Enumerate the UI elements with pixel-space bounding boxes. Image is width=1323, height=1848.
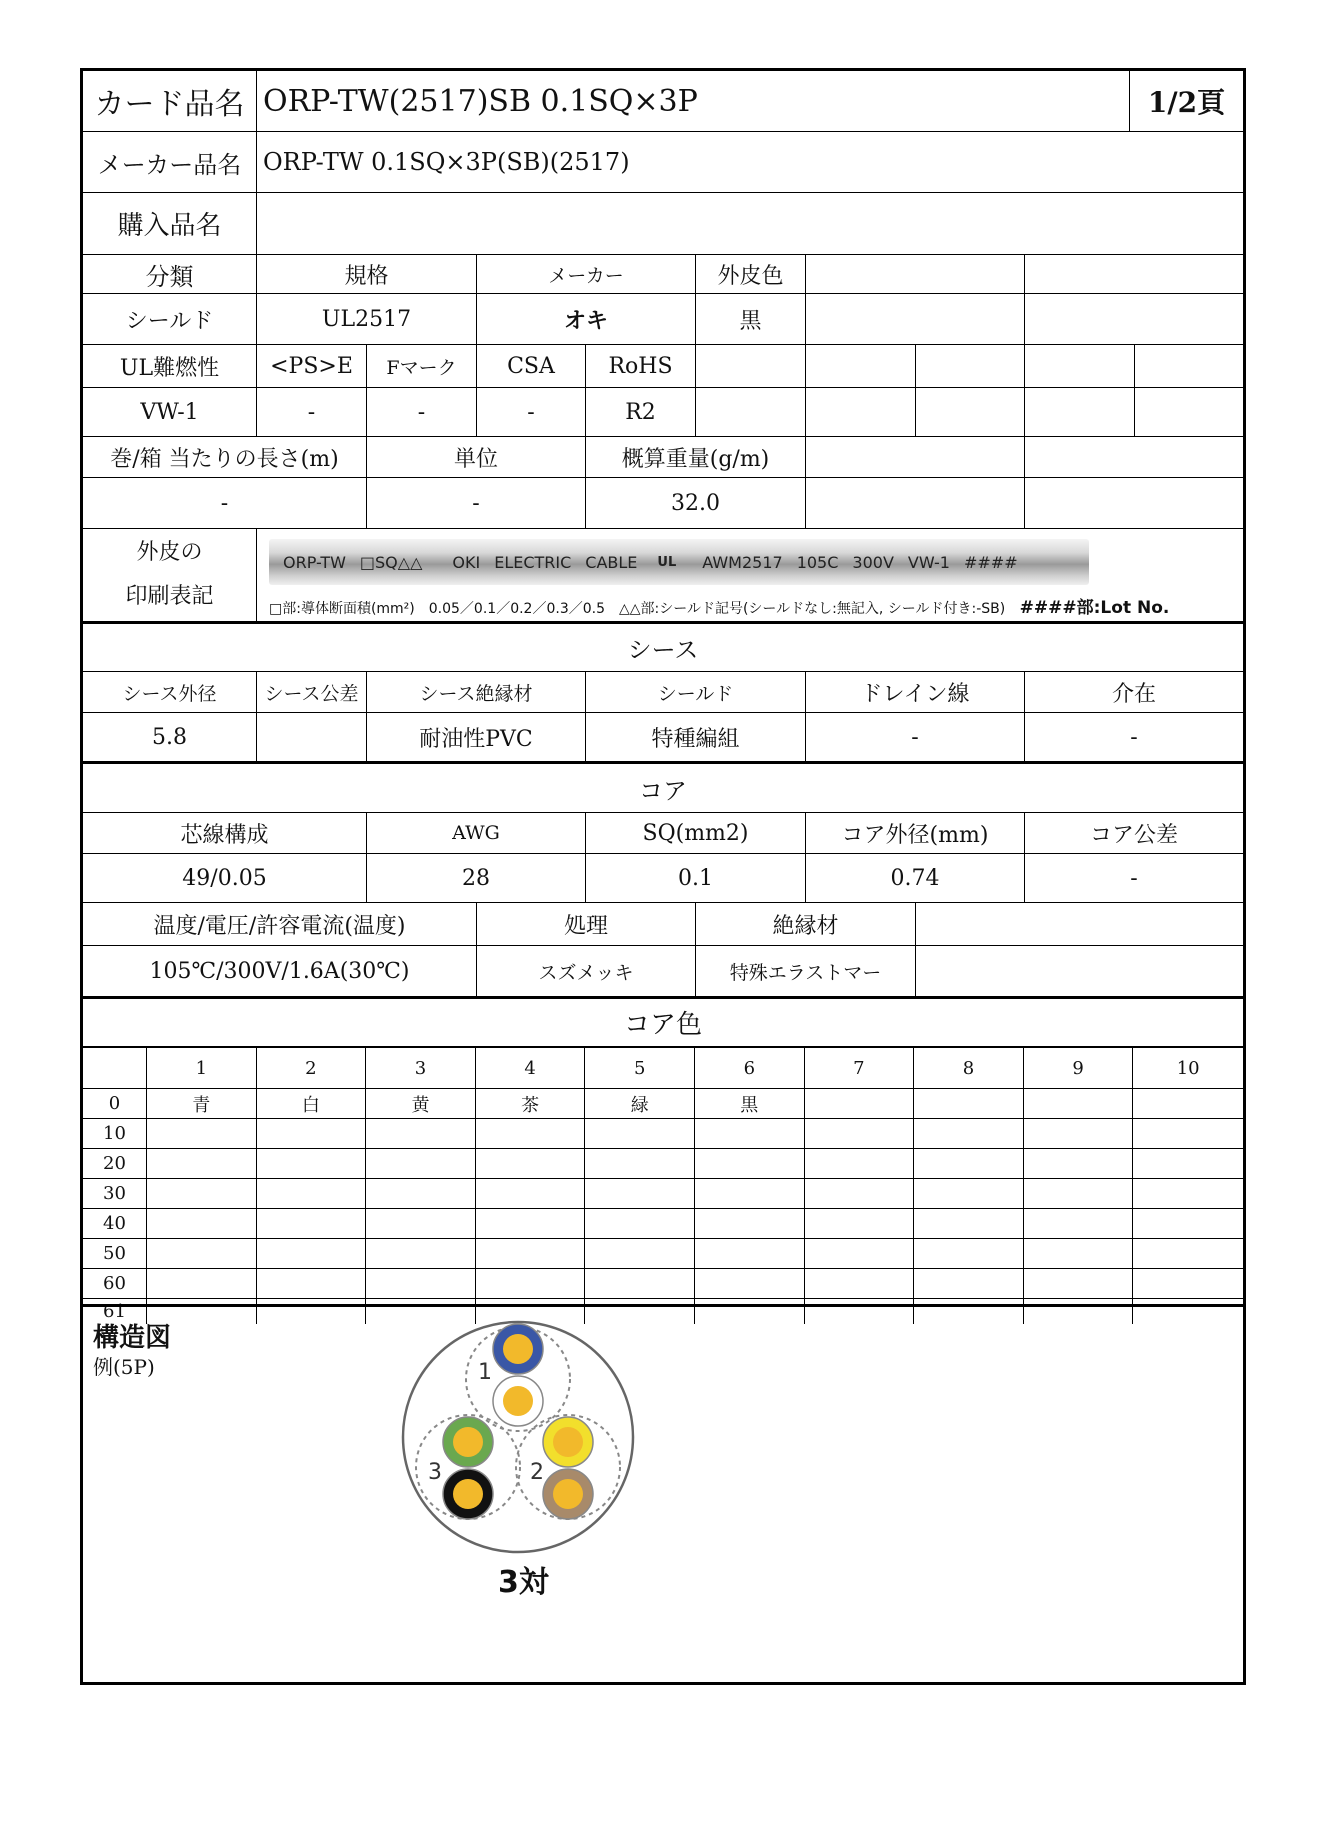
core-color-cell	[695, 1149, 805, 1178]
core-color-cell	[1024, 1269, 1134, 1298]
core-value-row	[83, 854, 1243, 902]
pair-number-1: 1	[478, 1360, 492, 1385]
core-color-col-header: 2	[257, 1048, 367, 1088]
length-value: -	[83, 478, 367, 528]
core-color-cell	[914, 1239, 1024, 1268]
core-v-4: -	[1130, 865, 1138, 891]
core-h-2: SQ(mm2)	[586, 813, 806, 853]
sheath-h-5: 介在	[1111, 681, 1156, 707]
core-color-cell	[257, 1179, 367, 1208]
core-color-cell	[366, 1239, 476, 1268]
core-color-col-header: 6	[695, 1048, 805, 1088]
core-h-3: コア外径(mm)	[806, 813, 1025, 853]
core-color-cell	[914, 1269, 1024, 1298]
wire-yellow-conductor	[553, 1427, 583, 1457]
band-text: 300V	[852, 552, 894, 572]
page-number: 1/2頁	[1147, 86, 1226, 119]
core-color-cell	[805, 1119, 915, 1148]
purchase-name-value	[257, 193, 1243, 254]
sheath-h-2: シース絶縁材	[367, 672, 586, 712]
band-text: 105C	[796, 552, 839, 572]
core-color-cell	[585, 1119, 695, 1148]
core-color-cell	[585, 1149, 695, 1178]
core-color-cell	[1133, 1209, 1243, 1238]
unit-value: -	[367, 478, 586, 528]
core-color-cell	[476, 1239, 586, 1268]
unit-header: 単位	[367, 437, 586, 477]
wire-green-conductor	[453, 1427, 483, 1457]
core-h-4: コア公差	[1089, 822, 1178, 848]
core-color-cell	[1024, 1089, 1134, 1118]
core-color-cell	[257, 1119, 367, 1148]
structure-title: 構造図	[93, 1323, 172, 1353]
empty-cell	[916, 345, 1025, 387]
empty-cell	[806, 478, 1025, 528]
core-color-cell	[1133, 1269, 1243, 1298]
card-name-value: ORP-TW(2517)SB 0.1SQ×3P	[257, 71, 1130, 131]
core-color-cell	[366, 1149, 476, 1178]
core-color-cell	[257, 1209, 367, 1238]
core-color-cell	[147, 1209, 257, 1238]
core-color-cell	[1024, 1209, 1134, 1238]
core-color-cell	[476, 1179, 586, 1208]
core-color-cell	[914, 1119, 1024, 1148]
core-color-cell	[695, 1179, 805, 1208]
core-color-title-row	[83, 999, 1243, 1046]
core-color-cell: 黄	[366, 1089, 476, 1118]
core-v-1: 28	[367, 854, 586, 902]
sheath-v-4: -	[806, 713, 1025, 761]
core-color-cell	[1133, 1089, 1243, 1118]
core-color-row	[83, 1119, 1243, 1148]
core-color-row-label: 61	[83, 1299, 147, 1324]
sheath-v-1	[257, 713, 367, 761]
core-color-row	[83, 1179, 1243, 1208]
core-color-cell	[805, 1239, 915, 1268]
core-color-cell	[257, 1239, 367, 1268]
core-color-cell	[1133, 1119, 1243, 1148]
core-color-cell	[914, 1149, 1024, 1178]
wire-black-conductor	[453, 1479, 483, 1509]
card-name-row	[83, 71, 1243, 131]
core-color-cell	[805, 1269, 915, 1298]
empty-cell	[696, 388, 806, 436]
core-color-cell	[805, 1149, 915, 1178]
core-color-cell: 茶	[476, 1089, 586, 1118]
core-color-header-row	[83, 1048, 1243, 1088]
core-color-title: コア色	[623, 1010, 702, 1040]
core-color-cell	[476, 1209, 586, 1238]
core-color-cell	[476, 1149, 586, 1178]
core-color-cell	[147, 1239, 257, 1268]
maker-name-value: ORP-TW 0.1SQ×3P(SB)(2517)	[263, 148, 630, 176]
core-color-cell	[1133, 1179, 1243, 1208]
structure-subtitle: 例(5P)	[93, 1355, 155, 1379]
length-header: 巻/箱 当たりの長さ(m)	[83, 437, 367, 477]
maker-name-label: メーカー品名	[83, 132, 257, 192]
sheath-h-1: シース公差	[257, 672, 367, 712]
bunrui-header: 分類	[83, 255, 257, 293]
band-text: ####	[963, 552, 1018, 572]
core-color-cell	[914, 1179, 1024, 1208]
core-color-col-header: 7	[805, 1048, 915, 1088]
core-color-grid	[83, 1048, 1243, 1322]
core-color-cell	[695, 1239, 805, 1268]
core-color-cell	[585, 1209, 695, 1238]
sheath-value-row	[83, 713, 1243, 761]
structure-caption: 3対	[498, 1565, 549, 1600]
core-color-cell	[585, 1269, 695, 1298]
empty-cell	[696, 345, 806, 387]
core-color-row-label: 30	[83, 1179, 147, 1208]
core-color-cell	[147, 1179, 257, 1208]
ul-value-3: -	[477, 388, 586, 436]
core-color-cell	[914, 1089, 1024, 1118]
core-color-row	[83, 1239, 1243, 1268]
kikaku-header: 規格	[257, 255, 477, 293]
core-v-3: 0.74	[806, 854, 1025, 902]
core-color-cell	[1024, 1179, 1134, 1208]
ul-header-3: CSA	[477, 345, 586, 387]
empty-cell	[1025, 345, 1135, 387]
core-color-cell: 青	[147, 1089, 257, 1118]
empty-cell	[806, 388, 916, 436]
ul-value-1: -	[257, 388, 367, 436]
core-color-row-label: 0	[83, 1089, 147, 1118]
temp-value-row	[83, 946, 1243, 996]
band-text: VW-1	[907, 552, 950, 572]
core-color-cell	[366, 1209, 476, 1238]
printing-row	[83, 529, 1243, 621]
core-color-col-header: 5	[585, 1048, 695, 1088]
printing-note-text: □部:導体断面積(mm²) 0.05／0.1／0.2／0.3／0.5 △△部:シールド記号(シールドなし:無記入, シールド付き:-SB)	[269, 601, 1006, 617]
core-header-row	[83, 813, 1243, 853]
core-color-cell	[914, 1209, 1024, 1238]
sheath-h-4: ドレイン線	[806, 672, 1025, 712]
empty-cell	[806, 255, 1025, 293]
band-text: OKI	[452, 552, 481, 572]
sheath-h-0: シース外径	[83, 672, 257, 712]
sheath-section-title	[83, 624, 1243, 671]
temp-value: 105℃/300V/1.6A(30℃)	[83, 946, 477, 996]
core-color-cell	[1133, 1239, 1243, 1268]
empty-cell	[1135, 345, 1243, 387]
band-text: □SQ△△	[359, 552, 423, 572]
printing-note	[269, 593, 1169, 618]
sheath-v-0: 5.8	[83, 713, 257, 761]
wire-brown-conductor	[553, 1479, 583, 1509]
sheath-v-5: -	[1130, 724, 1138, 750]
core-color-corner	[83, 1048, 147, 1088]
empty-cell	[1025, 437, 1243, 477]
ul-header-4: RoHS	[586, 345, 696, 387]
purchase-name-row	[83, 193, 1243, 254]
core-color-cell	[147, 1269, 257, 1298]
ul-value-0: VW-1	[83, 388, 257, 436]
ul-value-2: -	[367, 388, 477, 436]
empty-cell	[806, 345, 916, 387]
core-color-cell	[257, 1269, 367, 1298]
sheath-title: シース	[627, 636, 699, 664]
empty-cell	[1025, 478, 1243, 528]
core-color-cell	[1133, 1149, 1243, 1178]
core-color-cell	[1024, 1119, 1134, 1148]
core-section-title	[83, 764, 1243, 812]
printing-lot: ####部:Lot No.	[1019, 598, 1170, 618]
core-color-cell	[476, 1119, 586, 1148]
printed-band	[269, 539, 1089, 585]
wire-blue-conductor	[503, 1334, 533, 1364]
empty-cell	[1025, 294, 1243, 344]
core-color-cell	[366, 1179, 476, 1208]
core-color-cell	[1024, 1239, 1134, 1268]
weight-header: 概算重量(g/m)	[586, 437, 806, 477]
core-color-cell	[805, 1179, 915, 1208]
treat-value: スズメッキ	[477, 946, 696, 996]
ul-value-4: R2	[586, 388, 696, 436]
empty-cell	[1025, 388, 1135, 436]
wire-white-conductor	[503, 1386, 533, 1416]
kikaku-value: UL2517	[257, 294, 477, 344]
core-color-col-header: 8	[914, 1048, 1024, 1088]
core-color-cell: 白	[257, 1089, 367, 1118]
core-color-cell	[476, 1269, 586, 1298]
empty-cell	[806, 294, 1025, 344]
core-color-row-label: 40	[83, 1209, 147, 1238]
purchase-name-label: 購入品名	[83, 193, 257, 254]
empty-cell	[916, 388, 1025, 436]
core-color-cell	[695, 1209, 805, 1238]
classification-header	[83, 255, 1243, 293]
core-color-row-label: 10	[83, 1119, 147, 1148]
sheath-v-2: 耐油性PVC	[367, 713, 586, 761]
core-title: コア	[639, 776, 687, 805]
pair-number-2: 2	[530, 1460, 544, 1485]
core-color-row-label: 20	[83, 1149, 147, 1178]
core-color-cell: 黒	[695, 1089, 805, 1118]
empty-cell	[1135, 388, 1243, 436]
treat-header: 処理	[477, 903, 696, 945]
sheath-v-3: 特種編組	[586, 713, 806, 761]
band-text: ELECTRIC	[494, 552, 572, 572]
temp-header-row	[83, 903, 1243, 945]
maker-name-row	[83, 132, 1243, 192]
bunrui-value: シールド	[83, 294, 257, 344]
core-color-cell	[147, 1119, 257, 1148]
cable-spec-sheet	[80, 68, 1246, 1685]
core-color-cell	[257, 1149, 367, 1178]
core-color-cell	[366, 1119, 476, 1148]
core-color-row-label: 60	[83, 1269, 147, 1298]
card-name-label: カード品名	[83, 71, 257, 131]
ul-header-row	[83, 345, 1243, 387]
printing-label	[83, 529, 257, 621]
core-color-col-header: 3	[366, 1048, 476, 1088]
core-color-cell	[695, 1269, 805, 1298]
ul-header-2: Fマーク	[367, 345, 477, 387]
empty-cell	[916, 946, 1243, 996]
ul-logo-icon: UL	[657, 554, 677, 570]
core-color-cell	[1024, 1149, 1134, 1178]
band-text: CABLE	[585, 552, 638, 572]
structure-section	[83, 1307, 1243, 1682]
band-text: ORP-TW	[283, 552, 346, 572]
core-color-row	[83, 1089, 1243, 1118]
printing-label-1: 外皮の	[136, 540, 203, 565]
core-v-0: 49/0.05	[83, 854, 367, 902]
band-text: AWM2517	[702, 552, 783, 572]
core-color-col-header: 4	[476, 1048, 586, 1088]
ul-header-1: <PS>E	[257, 345, 367, 387]
insul-header: 絶縁材	[696, 903, 916, 945]
core-color-col-header: 1	[147, 1048, 257, 1088]
core-color-cell	[695, 1119, 805, 1148]
length-value-row	[83, 478, 1243, 528]
core-color-cell	[805, 1209, 915, 1238]
core-color-row-label: 50	[83, 1239, 147, 1268]
sheath-h-3: シールド	[586, 672, 806, 712]
core-color-row	[83, 1269, 1243, 1298]
core-color-col-header: 10	[1176, 1057, 1200, 1079]
temp-header: 温度/電圧/許容電流(温度)	[83, 903, 477, 945]
core-v-2: 0.1	[586, 854, 806, 902]
ul-value-row	[83, 388, 1243, 436]
length-header-row	[83, 437, 1243, 477]
insul-value: 特殊エラストマー	[696, 946, 916, 996]
core-color-cell	[147, 1149, 257, 1178]
maker-value: オキ	[477, 294, 696, 344]
core-color-cell	[366, 1269, 476, 1298]
empty-cell	[806, 437, 1025, 477]
core-color-cell	[585, 1179, 695, 1208]
core-h-1: AWG	[367, 813, 586, 853]
pair-number-3: 3	[428, 1460, 442, 1485]
sheath-header-row	[83, 672, 1243, 712]
core-color-cell	[805, 1089, 915, 1118]
core-color-row	[83, 1149, 1243, 1178]
core-color-row	[83, 1209, 1243, 1238]
core-color-cell: 緑	[585, 1089, 695, 1118]
ul-header-0: UL難燃性	[83, 345, 257, 387]
core-color-cell	[585, 1239, 695, 1268]
core-color-col-header: 9	[1024, 1048, 1134, 1088]
empty-cell	[916, 903, 1243, 945]
color-header: 外皮色	[696, 255, 806, 293]
weight-value: 32.0	[586, 478, 806, 528]
maker-header: メーカー	[477, 255, 696, 293]
printing-label-2: 印刷表記	[125, 584, 214, 609]
empty-cell	[1025, 255, 1243, 293]
classification-values	[83, 294, 1243, 344]
color-value: 黒	[696, 294, 806, 344]
cable-cross-section-diagram	[398, 1317, 638, 1557]
core-h-0: 芯線構成	[83, 813, 367, 853]
